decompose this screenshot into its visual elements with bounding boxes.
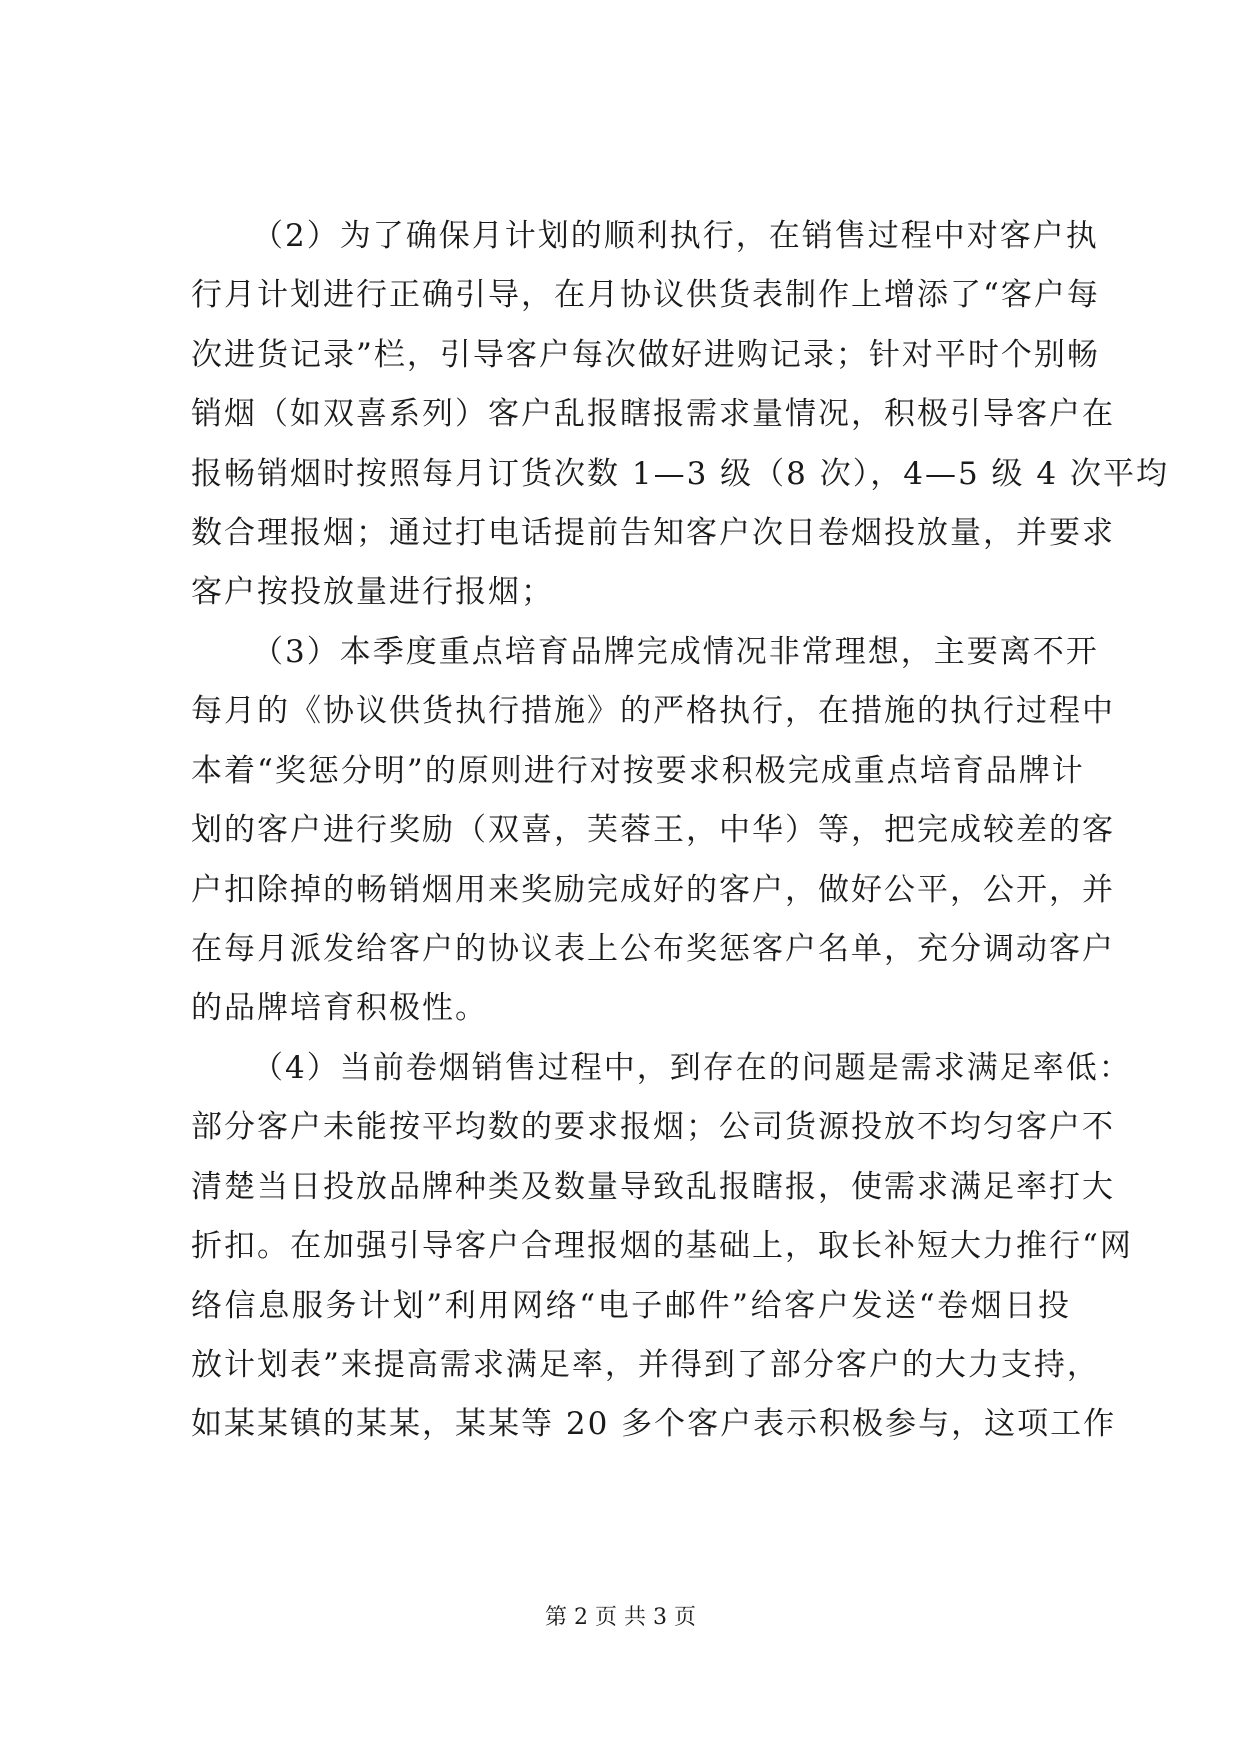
paragraph-line: 络信息服务计划”利用网络“电子邮件”给客户发送“卷烟日投 <box>191 1288 1071 1324</box>
paragraph-line: 本着“奖惩分明”的原则进行对按要求积极完成重点培育品牌计 <box>191 753 1085 789</box>
paragraph-line: （2）为了确保月计划的顺利执行，在销售过程中对客户执 <box>252 218 1099 254</box>
paragraph-line: （4）当前卷烟销售过程中，到存在的问题是需求满足率低： <box>252 1050 1132 1086</box>
paragraph-line: 客户按投放量进行报烟； <box>191 574 554 610</box>
paragraph-line: 清楚当日投放品牌种类及数量导致乱报瞎报，使需求满足率打大 <box>191 1169 1115 1205</box>
paragraph-line: 在每月派发给客户的协议表上公布奖惩客户名单，充分调动客户 <box>191 931 1115 967</box>
paragraph-line: 部分客户未能按平均数的要求报烟；公司货源投放不均匀客户不 <box>191 1109 1115 1145</box>
paragraph-line: 折扣。在加强引导客户合理报烟的基础上，取长补短大力推行“网 <box>191 1228 1133 1264</box>
paragraph-line: 户扣除掉的畅销烟用来奖励完成好的客户，做好公平，公开，并 <box>191 872 1115 908</box>
paragraph-line: 报畅销烟时按照每月订货次数 1—3 级（8 次），4—5 级 4 次平均 <box>191 456 1169 492</box>
paragraph-line: 数合理报烟；通过打电话提前告知客户次日卷烟投放量，并要求 <box>191 515 1115 551</box>
paragraph-line: 的品牌培育积极性。 <box>191 990 488 1026</box>
paragraph-line: 放计划表”来提高需求满足率，并得到了部分客户的大力支持， <box>191 1347 1100 1383</box>
paragraph-line: （3）本季度重点培育品牌完成情况非常理想，主要离不开 <box>252 634 1099 670</box>
paragraph-line: 销烟（如双喜系列）客户乱报瞎报需求量情况，积极引导客户在 <box>191 396 1115 432</box>
paragraph-line: 行月计划进行正确引导，在月协议供货表制作上增添了“客户每 <box>191 277 1100 313</box>
paragraph-line: 如某某镇的某某，某某等 20 多个客户表示积极参与，这项工作 <box>191 1406 1117 1442</box>
page-number-footer: 第 2 页 共 3 页 <box>545 1605 696 1630</box>
paragraph-line: 划的客户进行奖励（双喜，芙蓉王，中华）等，把完成较差的客 <box>191 812 1115 848</box>
paragraph-line: 每月的《协议供货执行措施》的严格执行，在措施的执行过程中 <box>191 693 1115 729</box>
paragraph-line: 次进货记录”栏，引导客户每次做好进购记录；针对平时个别畅 <box>191 337 1100 373</box>
